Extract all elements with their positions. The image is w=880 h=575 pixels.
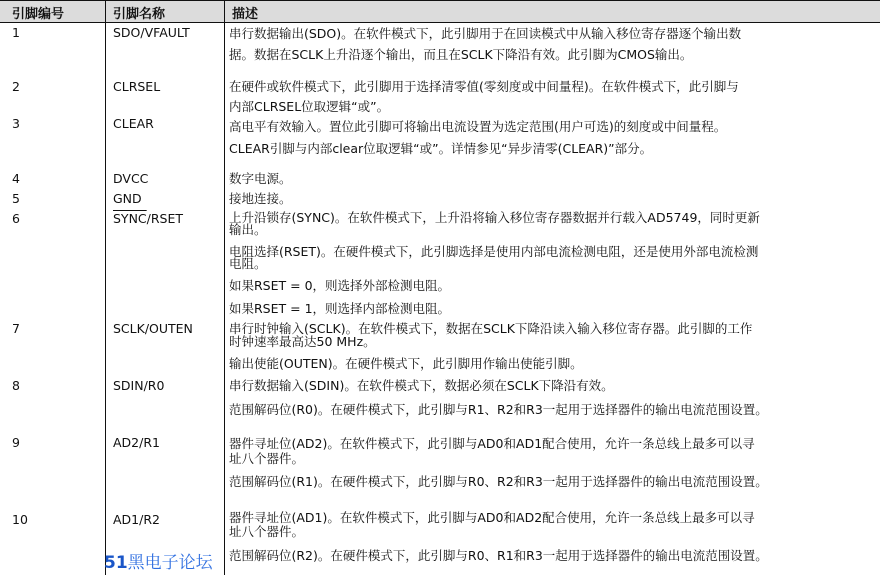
pin-number: 9 xyxy=(12,435,20,450)
forum-watermark xyxy=(104,548,213,573)
pin-description: 如果RSET = 1，则选择内部检测电阻。 xyxy=(229,301,451,316)
pin-name: AD1/R2 xyxy=(113,512,160,527)
pin-name: DVCC xyxy=(113,171,149,186)
pin-name-overline: SYNC xyxy=(113,211,147,226)
pin-name: CLEAR xyxy=(113,116,154,131)
pin-description: 串行数据输出(SDO)。在软件模式下，此引脚用于在回读模式中从输入移位寄存器逐个输出数 xyxy=(229,26,742,41)
pin-number: 7 xyxy=(12,321,20,336)
pin-description: 址八个器件。 xyxy=(229,524,305,539)
pin-description: 输出使能(OUTEN)。在硬件模式下，此引脚用作输出使能引脚。 xyxy=(229,356,583,371)
header-pin-number: 引脚编号 xyxy=(12,7,65,22)
pin-description: 址八个器件。 xyxy=(229,451,305,466)
watermark-number: 51 xyxy=(104,553,128,573)
pin-number: 2 xyxy=(12,79,20,94)
pin-name-rest: /RSET xyxy=(146,211,184,226)
column-divider-2 xyxy=(224,0,225,575)
pin-name: CLRSEL xyxy=(113,79,161,94)
pin-name: SCLK/OUTEN xyxy=(113,321,193,336)
pin-description: 器件寻址位(AD2)。在软件模式下，此引脚与AD0和AD1配合使用，允许一条总线上最多可以寻 xyxy=(229,436,755,451)
pin-number: 4 xyxy=(12,171,20,186)
pin-description: 如果RSET = 0，则选择外部检测电阻。 xyxy=(229,278,451,293)
header-description: 描述 xyxy=(232,7,259,22)
pin-number: 6 xyxy=(12,211,20,226)
pin-description: 据。数据在SCLK上升沿逐个输出，而且在SCLK下降沿有效。此引脚为CMOS输出。 xyxy=(229,47,693,62)
header-pin-name: 引脚名称 xyxy=(113,7,166,22)
pin-description: 上升沿锁存(SYNC)。在软件模式下，上升沿将输入移位寄存器数据并行载入AD5749，同时更新 xyxy=(229,210,760,225)
header-bottom-border xyxy=(0,22,880,23)
pin-description: 电阻选择(RSET)。在硬件模式下，此引脚选择是使用内部电流检测电阻，还是使用外部电流检测 xyxy=(229,244,759,259)
column-divider-1 xyxy=(105,0,106,575)
pin-description: 范围解码位(R2)。在硬件模式下，此引脚与R0、R1和R3一起用于选择器件的输出电流范围设置。 xyxy=(229,548,768,563)
pin-number: 5 xyxy=(12,191,20,206)
pin-description: CLEAR引脚与内部clear位取逻辑“或”。详情参见“异步清零(CLEAR)”部分。 xyxy=(229,141,653,156)
pin-name: GND xyxy=(113,191,142,206)
pin-description: 器件寻址位(AD1)。在软件模式下，此引脚与AD0和AD2配合使用，允许一条总线上最多可以寻 xyxy=(229,510,755,525)
pin-name: SDIN/R0 xyxy=(113,378,165,393)
pin-description: 数字电源。 xyxy=(229,171,292,186)
pin-description: 范围解码位(R0)。在硬件模式下，此引脚与R1、R2和R3一起用于选择器件的输出电流范围设置。 xyxy=(229,402,768,417)
pin-description: 电阻。 xyxy=(229,256,267,271)
pin-name xyxy=(113,211,183,227)
pin-number: 8 xyxy=(12,378,20,393)
pin-description: 输出。 xyxy=(229,222,267,237)
pin-description: 在硬件或软件模式下，此引脚用于选择清零值(零刻度或中间量程)。在软件模式下，此引脚与 xyxy=(229,79,739,94)
pin-number: 10 xyxy=(12,512,28,527)
pin-name: SDO/VFAULT xyxy=(113,25,190,40)
table-top-border xyxy=(0,0,880,1)
pin-number: 1 xyxy=(12,25,20,40)
pin-description: 时钟速率最高达50 MHz。 xyxy=(229,334,376,349)
pin-description: 接地连接。 xyxy=(229,191,292,206)
pin-description: 内部CLRSEL位取逻辑“或”。 xyxy=(229,99,390,114)
pin-number: 3 xyxy=(12,116,20,131)
pin-name: AD2/R1 xyxy=(113,435,160,450)
pin-description: 范围解码位(R1)。在硬件模式下，此引脚与R0、R2和R3一起用于选择器件的输出电流范围设置。 xyxy=(229,474,768,489)
watermark-text: 黑电子论坛 xyxy=(127,553,213,573)
pin-description: 串行数据输入(SDIN)。在软件模式下，数据必须在SCLK下降沿有效。 xyxy=(229,378,614,393)
pin-description: 高电平有效输入。置位此引脚可将输出电流设置为选定范围(用户可选)的刻度或中间量程。 xyxy=(229,119,727,134)
pin-description: 串行时钟输入(SCLK)。在软件模式下，数据在SCLK下降沿读入输入移位寄存器。此引脚的工作 xyxy=(229,321,753,336)
